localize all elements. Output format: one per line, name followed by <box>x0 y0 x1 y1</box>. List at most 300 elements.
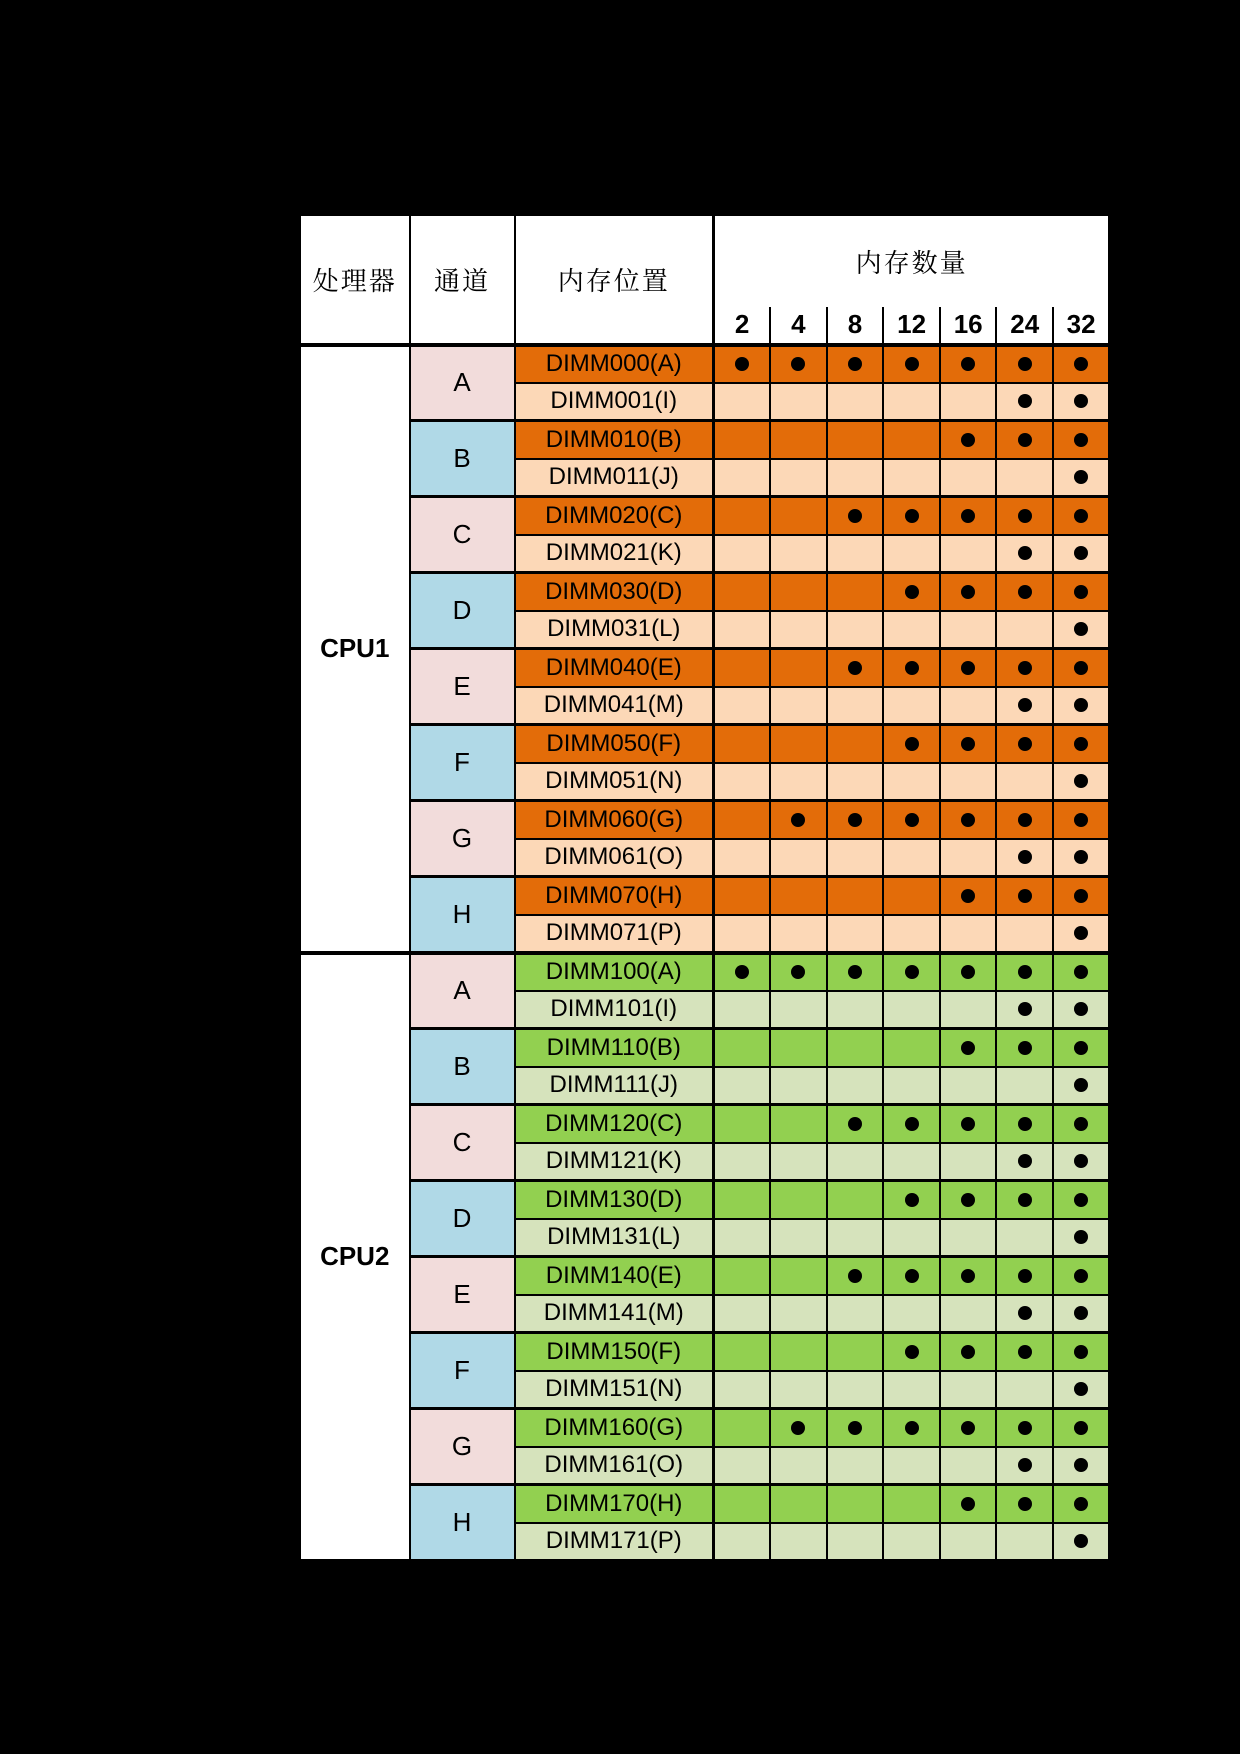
populated-dot-icon <box>1018 585 1032 599</box>
dimm-row <box>300 877 1110 915</box>
populated-dot-icon <box>905 1269 919 1283</box>
channel-cell-c: C <box>410 1105 515 1181</box>
dimm-location-cell: DIMM000(A) <box>515 345 714 383</box>
populated-dot-icon <box>1074 774 1088 788</box>
population-cell-qty-2 <box>714 991 771 1029</box>
population-cell-qty-16 <box>940 1295 997 1333</box>
population-cell-qty-16 <box>940 991 997 1029</box>
population-cell-qty-24 <box>996 459 1053 497</box>
populated-dot-icon <box>1074 1078 1088 1092</box>
quantity-col-8: 8 <box>827 307 884 345</box>
populated-dot-icon <box>1018 1421 1032 1435</box>
populated-dot-icon <box>905 737 919 751</box>
population-cell-qty-32 <box>1053 991 1110 1029</box>
population-cell-qty-2 <box>714 649 771 687</box>
population-cell-qty-16 <box>940 1447 997 1485</box>
population-cell-qty-2 <box>714 1371 771 1409</box>
population-cell-qty-24 <box>996 1143 1053 1181</box>
population-cell-qty-12 <box>883 953 940 991</box>
header-channel: 通道 <box>410 215 515 345</box>
dimm-row <box>300 421 1110 459</box>
populated-dot-icon <box>1018 1041 1032 1055</box>
populated-dot-icon <box>1074 926 1088 940</box>
population-cell-qty-32 <box>1053 839 1110 877</box>
dimm-row <box>300 1029 1110 1067</box>
population-cell-qty-32 <box>1053 1257 1110 1295</box>
population-cell-qty-16 <box>940 497 997 535</box>
populated-dot-icon <box>1018 1154 1032 1168</box>
population-cell-qty-12 <box>883 345 940 383</box>
dimm-location-cell: DIMM150(F) <box>515 1333 714 1371</box>
population-cell-qty-8 <box>827 459 884 497</box>
population-cell-qty-12 <box>883 459 940 497</box>
populated-dot-icon <box>1018 661 1032 675</box>
population-cell-qty-2 <box>714 763 771 801</box>
channel-cell-a: A <box>410 345 515 421</box>
processor-cell-cpu2: CPU2 <box>300 953 410 1561</box>
channel-cell-b: B <box>410 1029 515 1105</box>
populated-dot-icon <box>735 357 749 371</box>
populated-dot-icon <box>1074 889 1088 903</box>
population-cell-qty-2 <box>714 1105 771 1143</box>
dimm-row <box>300 573 1110 611</box>
population-cell-qty-4 <box>770 1523 827 1561</box>
populated-dot-icon <box>961 1497 975 1511</box>
population-cell-qty-24 <box>996 839 1053 877</box>
population-cell-qty-32 <box>1053 915 1110 953</box>
population-cell-qty-2 <box>714 687 771 725</box>
population-cell-qty-12 <box>883 497 940 535</box>
population-cell-qty-32 <box>1053 383 1110 421</box>
population-cell-qty-8 <box>827 1333 884 1371</box>
dimm-location-cell: DIMM110(B) <box>515 1029 714 1067</box>
populated-dot-icon <box>848 661 862 675</box>
populated-dot-icon <box>1074 661 1088 675</box>
population-cell-qty-12 <box>883 1029 940 1067</box>
populated-dot-icon <box>848 813 862 827</box>
population-cell-qty-32 <box>1053 763 1110 801</box>
population-cell-qty-24 <box>996 421 1053 459</box>
population-cell-qty-24 <box>996 953 1053 991</box>
channel-cell-d: D <box>410 1181 515 1257</box>
dimm-location-cell: DIMM040(E) <box>515 649 714 687</box>
population-cell-qty-4 <box>770 725 827 763</box>
population-cell-qty-16 <box>940 1067 997 1105</box>
populated-dot-icon <box>1018 357 1032 371</box>
populated-dot-icon <box>791 965 805 979</box>
population-cell-qty-12 <box>883 1485 940 1523</box>
dimm-location-cell: DIMM031(L) <box>515 611 714 649</box>
populated-dot-icon <box>1018 1002 1032 1016</box>
quantity-col-24: 24 <box>996 307 1053 345</box>
population-cell-qty-16 <box>940 1333 997 1371</box>
population-cell-qty-8 <box>827 1143 884 1181</box>
dimm-location-cell: DIMM160(G) <box>515 1409 714 1447</box>
population-cell-qty-12 <box>883 421 940 459</box>
populated-dot-icon <box>905 1345 919 1359</box>
populated-dot-icon <box>961 1041 975 1055</box>
population-cell-qty-2 <box>714 1143 771 1181</box>
dimm-location-cell: DIMM140(E) <box>515 1257 714 1295</box>
population-cell-qty-16 <box>940 1219 997 1257</box>
dimm-location-cell: DIMM170(H) <box>515 1485 714 1523</box>
dimm-location-cell: DIMM070(H) <box>515 877 714 915</box>
dimm-row <box>300 497 1110 535</box>
populated-dot-icon <box>1018 1345 1032 1359</box>
dimm-location-cell: DIMM100(A) <box>515 953 714 991</box>
population-cell-qty-12 <box>883 915 940 953</box>
dimm-row <box>300 649 1110 687</box>
populated-dot-icon <box>1018 394 1032 408</box>
population-cell-qty-16 <box>940 1181 997 1219</box>
quantity-col-12: 12 <box>883 307 940 345</box>
population-cell-qty-12 <box>883 801 940 839</box>
population-cell-qty-12 <box>883 1181 940 1219</box>
dimm-row <box>300 1409 1110 1447</box>
population-cell-qty-8 <box>827 1067 884 1105</box>
population-cell-qty-12 <box>883 649 940 687</box>
populated-dot-icon <box>1074 737 1088 751</box>
population-cell-qty-12 <box>883 877 940 915</box>
populated-dot-icon <box>1018 1306 1032 1320</box>
population-cell-qty-8 <box>827 915 884 953</box>
population-cell-qty-32 <box>1053 421 1110 459</box>
population-cell-qty-32 <box>1053 1067 1110 1105</box>
populated-dot-icon <box>961 585 975 599</box>
populated-dot-icon <box>1018 546 1032 560</box>
populated-dot-icon <box>791 357 805 371</box>
population-cell-qty-8 <box>827 877 884 915</box>
populated-dot-icon <box>1074 965 1088 979</box>
population-cell-qty-4 <box>770 953 827 991</box>
population-cell-qty-12 <box>883 1409 940 1447</box>
channel-cell-f: F <box>410 725 515 801</box>
channel-cell-g: G <box>410 1409 515 1485</box>
dimm-row <box>300 345 1110 383</box>
population-cell-qty-16 <box>940 1371 997 1409</box>
channel-cell-f: F <box>410 1333 515 1409</box>
dimm-row <box>300 1333 1110 1371</box>
populated-dot-icon <box>905 1421 919 1435</box>
populated-dot-icon <box>905 509 919 523</box>
populated-dot-icon <box>1018 1269 1032 1283</box>
channel-cell-e: E <box>410 649 515 725</box>
population-cell-qty-24 <box>996 1485 1053 1523</box>
population-cell-qty-32 <box>1053 1105 1110 1143</box>
population-cell-qty-12 <box>883 1219 940 1257</box>
populated-dot-icon <box>1074 1458 1088 1472</box>
populated-dot-icon <box>1074 1002 1088 1016</box>
population-cell-qty-8 <box>827 573 884 611</box>
populated-dot-icon <box>905 965 919 979</box>
population-cell-qty-12 <box>883 991 940 1029</box>
populated-dot-icon <box>1074 813 1088 827</box>
population-cell-qty-32 <box>1053 1219 1110 1257</box>
populated-dot-icon <box>1074 433 1088 447</box>
populated-dot-icon <box>961 1269 975 1283</box>
population-cell-qty-8 <box>827 953 884 991</box>
population-cell-qty-12 <box>883 763 940 801</box>
channel-cell-h: H <box>410 1485 515 1561</box>
population-cell-qty-8 <box>827 535 884 573</box>
population-cell-qty-8 <box>827 1181 884 1219</box>
population-cell-qty-8 <box>827 1485 884 1523</box>
dimm-location-cell: DIMM021(K) <box>515 535 714 573</box>
population-cell-qty-32 <box>1053 459 1110 497</box>
population-cell-qty-16 <box>940 573 997 611</box>
populated-dot-icon <box>1074 1382 1088 1396</box>
population-cell-qty-4 <box>770 1257 827 1295</box>
population-cell-qty-24 <box>996 649 1053 687</box>
population-cell-qty-24 <box>996 1067 1053 1105</box>
population-cell-qty-24 <box>996 1105 1053 1143</box>
population-cell-qty-8 <box>827 1409 884 1447</box>
channel-cell-h: H <box>410 877 515 953</box>
population-cell-qty-32 <box>1053 497 1110 535</box>
populated-dot-icon <box>1074 698 1088 712</box>
population-cell-qty-16 <box>940 345 997 383</box>
dimm-location-cell: DIMM101(I) <box>515 991 714 1029</box>
population-cell-qty-8 <box>827 801 884 839</box>
population-cell-qty-12 <box>883 725 940 763</box>
population-cell-qty-2 <box>714 1029 771 1067</box>
quantity-col-2: 2 <box>714 307 771 345</box>
population-cell-qty-32 <box>1053 1409 1110 1447</box>
populated-dot-icon <box>1074 1269 1088 1283</box>
population-cell-qty-24 <box>996 1181 1053 1219</box>
population-cell-qty-8 <box>827 687 884 725</box>
populated-dot-icon <box>961 509 975 523</box>
population-cell-qty-8 <box>827 1295 884 1333</box>
populated-dot-icon <box>1074 1041 1088 1055</box>
channel-cell-c: C <box>410 497 515 573</box>
populated-dot-icon <box>1074 1497 1088 1511</box>
dimm-location-cell: DIMM011(J) <box>515 459 714 497</box>
populated-dot-icon <box>1018 698 1032 712</box>
population-cell-qty-2 <box>714 725 771 763</box>
population-cell-qty-2 <box>714 877 771 915</box>
population-cell-qty-16 <box>940 649 997 687</box>
population-cell-qty-12 <box>883 1067 940 1105</box>
populated-dot-icon <box>791 1421 805 1435</box>
population-cell-qty-2 <box>714 915 771 953</box>
population-cell-qty-24 <box>996 1029 1053 1067</box>
populated-dot-icon <box>905 813 919 827</box>
dimm-location-cell: DIMM071(P) <box>515 915 714 953</box>
dimm-population-table <box>298 213 1111 1562</box>
population-cell-qty-4 <box>770 1371 827 1409</box>
population-cell-qty-8 <box>827 1523 884 1561</box>
population-cell-qty-4 <box>770 1105 827 1143</box>
population-cell-qty-32 <box>1053 611 1110 649</box>
population-cell-qty-24 <box>996 725 1053 763</box>
population-cell-qty-4 <box>770 1333 827 1371</box>
populated-dot-icon <box>1074 1534 1088 1548</box>
population-cell-qty-24 <box>996 535 1053 573</box>
population-cell-qty-2 <box>714 1409 771 1447</box>
population-cell-qty-12 <box>883 1295 940 1333</box>
population-cell-qty-4 <box>770 1219 827 1257</box>
population-cell-qty-12 <box>883 1371 940 1409</box>
population-cell-qty-32 <box>1053 649 1110 687</box>
population-cell-qty-16 <box>940 383 997 421</box>
channel-cell-g: G <box>410 801 515 877</box>
population-cell-qty-32 <box>1053 953 1110 991</box>
population-cell-qty-8 <box>827 725 884 763</box>
population-cell-qty-2 <box>714 497 771 535</box>
dimm-location-cell: DIMM161(O) <box>515 1447 714 1485</box>
populated-dot-icon <box>1018 889 1032 903</box>
populated-dot-icon <box>905 1117 919 1131</box>
population-cell-qty-8 <box>827 421 884 459</box>
population-cell-qty-24 <box>996 611 1053 649</box>
population-cell-qty-2 <box>714 1333 771 1371</box>
populated-dot-icon <box>1074 1421 1088 1435</box>
populated-dot-icon <box>961 965 975 979</box>
population-cell-qty-8 <box>827 839 884 877</box>
dimm-location-cell: DIMM060(G) <box>515 801 714 839</box>
dimm-location-cell: DIMM030(D) <box>515 573 714 611</box>
population-cell-qty-32 <box>1053 1447 1110 1485</box>
population-cell-qty-16 <box>940 421 997 459</box>
population-cell-qty-16 <box>940 953 997 991</box>
populated-dot-icon <box>1074 1230 1088 1244</box>
population-cell-qty-16 <box>940 1523 997 1561</box>
population-cell-qty-12 <box>883 1257 940 1295</box>
population-cell-qty-4 <box>770 1295 827 1333</box>
population-cell-qty-16 <box>940 535 997 573</box>
populated-dot-icon <box>1074 1193 1088 1207</box>
population-cell-qty-4 <box>770 345 827 383</box>
population-cell-qty-16 <box>940 1029 997 1067</box>
population-cell-qty-8 <box>827 497 884 535</box>
populated-dot-icon <box>1074 1306 1088 1320</box>
population-cell-qty-4 <box>770 1181 827 1219</box>
population-cell-qty-12 <box>883 535 940 573</box>
population-cell-qty-32 <box>1053 535 1110 573</box>
quantity-col-16: 16 <box>940 307 997 345</box>
population-cell-qty-4 <box>770 611 827 649</box>
populated-dot-icon <box>1074 509 1088 523</box>
populated-dot-icon <box>905 1193 919 1207</box>
processor-cell-cpu1: CPU1 <box>300 345 410 953</box>
population-cell-qty-4 <box>770 915 827 953</box>
population-cell-qty-16 <box>940 877 997 915</box>
populated-dot-icon <box>1074 622 1088 636</box>
dimm-location-cell: DIMM121(K) <box>515 1143 714 1181</box>
dimm-location-cell: DIMM151(N) <box>515 1371 714 1409</box>
dimm-location-cell: DIMM111(J) <box>515 1067 714 1105</box>
population-cell-qty-2 <box>714 573 771 611</box>
quantity-col-4: 4 <box>770 307 827 345</box>
population-cell-qty-24 <box>996 1409 1053 1447</box>
population-cell-qty-16 <box>940 687 997 725</box>
populated-dot-icon <box>1074 1117 1088 1131</box>
population-cell-qty-8 <box>827 611 884 649</box>
populated-dot-icon <box>1074 1154 1088 1168</box>
dimm-location-cell: DIMM041(M) <box>515 687 714 725</box>
population-cell-qty-2 <box>714 839 771 877</box>
population-cell-qty-12 <box>883 611 940 649</box>
populated-dot-icon <box>1018 1117 1032 1131</box>
population-cell-qty-4 <box>770 421 827 459</box>
population-cell-qty-8 <box>827 1219 884 1257</box>
population-cell-qty-32 <box>1053 1523 1110 1561</box>
population-cell-qty-8 <box>827 991 884 1029</box>
populated-dot-icon <box>1074 1345 1088 1359</box>
populated-dot-icon <box>735 965 749 979</box>
population-cell-qty-16 <box>940 801 997 839</box>
population-cell-qty-2 <box>714 1447 771 1485</box>
population-cell-qty-4 <box>770 459 827 497</box>
channel-cell-d: D <box>410 573 515 649</box>
populated-dot-icon <box>961 1421 975 1435</box>
population-cell-qty-12 <box>883 1143 940 1181</box>
populated-dot-icon <box>1074 357 1088 371</box>
population-cell-qty-32 <box>1053 345 1110 383</box>
populated-dot-icon <box>1074 546 1088 560</box>
population-cell-qty-32 <box>1053 1181 1110 1219</box>
dimm-row <box>300 953 1110 991</box>
population-cell-qty-8 <box>827 345 884 383</box>
population-cell-qty-24 <box>996 877 1053 915</box>
dimm-location-cell: DIMM120(C) <box>515 1105 714 1143</box>
populated-dot-icon <box>905 661 919 675</box>
populated-dot-icon <box>1074 850 1088 864</box>
population-cell-qty-4 <box>770 801 827 839</box>
header-memory-location: 内存位置 <box>515 215 714 345</box>
population-cell-qty-32 <box>1053 1485 1110 1523</box>
population-cell-qty-12 <box>883 839 940 877</box>
population-cell-qty-12 <box>883 383 940 421</box>
dimm-location-cell: DIMM171(P) <box>515 1523 714 1561</box>
dimm-location-cell: DIMM020(C) <box>515 497 714 535</box>
population-cell-qty-24 <box>996 1257 1053 1295</box>
dimm-row <box>300 725 1110 763</box>
population-cell-qty-8 <box>827 1105 884 1143</box>
population-cell-qty-4 <box>770 1485 827 1523</box>
population-cell-qty-2 <box>714 345 771 383</box>
populated-dot-icon <box>961 1117 975 1131</box>
population-cell-qty-16 <box>940 763 997 801</box>
populated-dot-icon <box>1018 850 1032 864</box>
populated-dot-icon <box>791 813 805 827</box>
populated-dot-icon <box>848 965 862 979</box>
populated-dot-icon <box>1018 509 1032 523</box>
population-cell-qty-8 <box>827 383 884 421</box>
populated-dot-icon <box>848 509 862 523</box>
dimm-location-cell: DIMM061(O) <box>515 839 714 877</box>
populated-dot-icon <box>961 433 975 447</box>
population-cell-qty-2 <box>714 801 771 839</box>
population-cell-qty-16 <box>940 839 997 877</box>
dimm-location-cell: DIMM141(M) <box>515 1295 714 1333</box>
population-cell-qty-24 <box>996 1447 1053 1485</box>
populated-dot-icon <box>961 357 975 371</box>
dimm-location-cell: DIMM001(I) <box>515 383 714 421</box>
table-header-row <box>300 215 1110 307</box>
population-cell-qty-4 <box>770 1029 827 1067</box>
population-cell-qty-24 <box>996 687 1053 725</box>
population-cell-qty-12 <box>883 1447 940 1485</box>
populated-dot-icon <box>961 1193 975 1207</box>
dimm-row <box>300 1257 1110 1295</box>
population-cell-qty-32 <box>1053 1371 1110 1409</box>
population-cell-qty-16 <box>940 1409 997 1447</box>
populated-dot-icon <box>961 813 975 827</box>
population-cell-qty-8 <box>827 649 884 687</box>
population-cell-qty-8 <box>827 1257 884 1295</box>
